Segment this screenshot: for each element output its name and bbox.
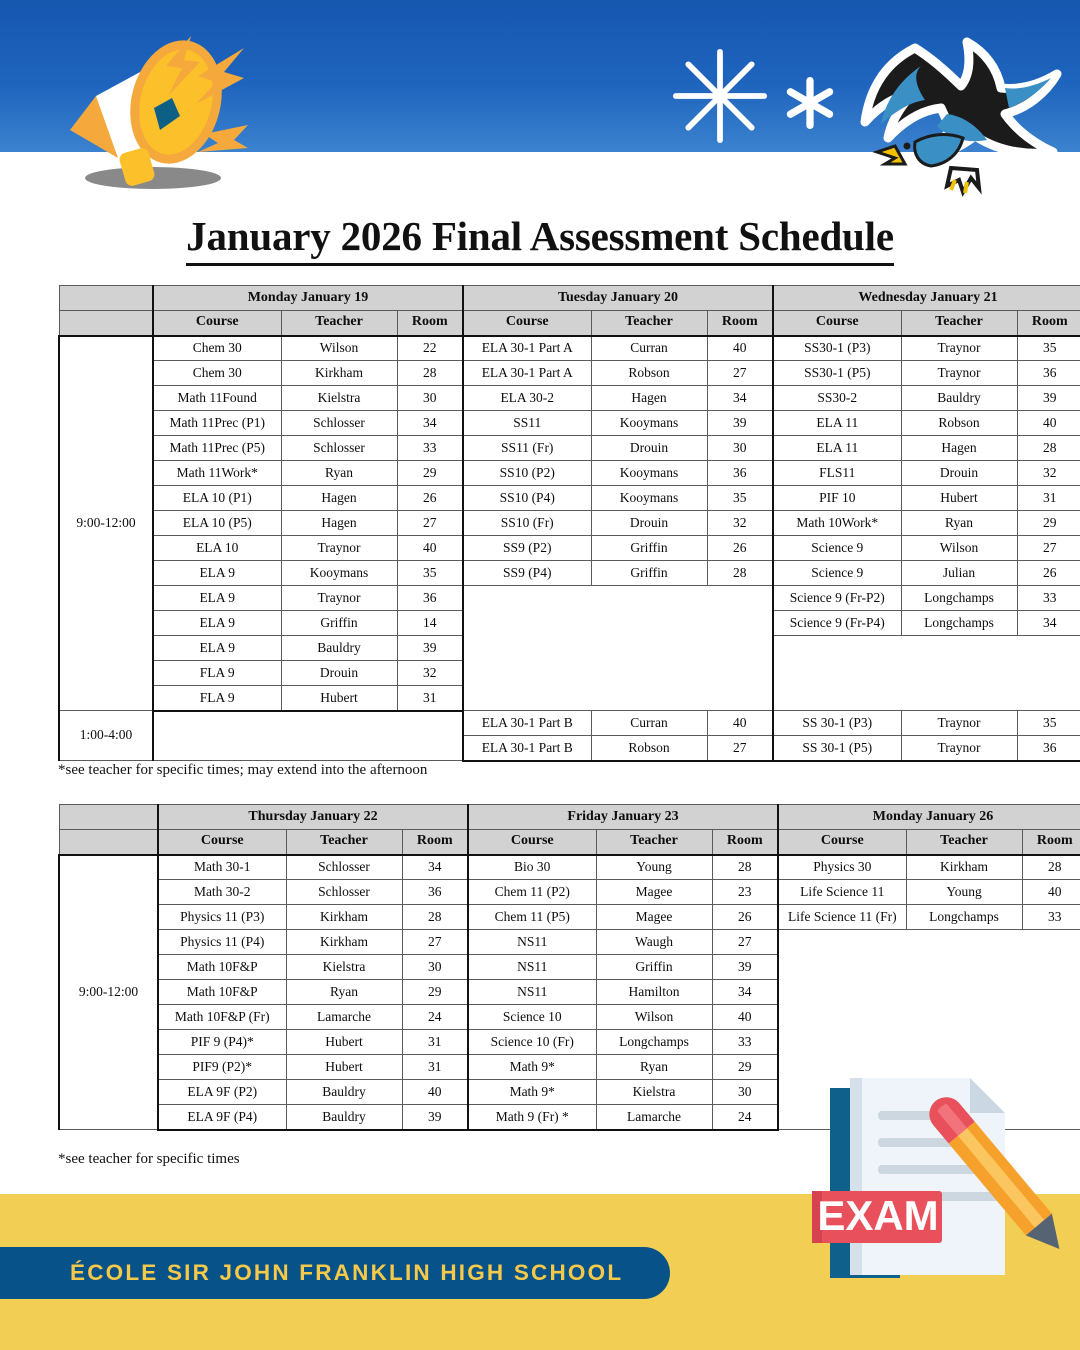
teacher-cell: Schlosser bbox=[286, 880, 402, 905]
course-cell: Math 10F&P (Fr) bbox=[158, 1005, 286, 1030]
room-cell: 33 bbox=[1017, 586, 1080, 611]
room-cell: 40 bbox=[707, 336, 773, 361]
course-cell: ELA 11 bbox=[773, 411, 901, 436]
teacher-cell: Lamarche bbox=[596, 1105, 712, 1130]
room-cell: 33 bbox=[712, 1030, 778, 1055]
course-cell: ELA 30-1 Part A bbox=[463, 361, 591, 386]
day-header-row bbox=[59, 286, 1080, 311]
room-cell: 34 bbox=[1017, 611, 1080, 636]
sparkle-icon bbox=[672, 48, 768, 144]
week1-schedule-table bbox=[58, 285, 1080, 762]
course-cell: ELA 30-1 Part B bbox=[463, 736, 591, 761]
course-cell: Math 11Found bbox=[153, 386, 281, 411]
course-cell: Math 10Work* bbox=[773, 511, 901, 536]
col-header-room: Room bbox=[1022, 830, 1080, 855]
course-cell: PIF 9 (P4)* bbox=[158, 1030, 286, 1055]
course-cell: SS 30-1 (P5) bbox=[773, 736, 901, 761]
room-cell: 22 bbox=[397, 336, 463, 361]
room-cell: 27 bbox=[397, 511, 463, 536]
time-slot-label: 9:00-12:00 bbox=[59, 336, 153, 711]
room-cell: 40 bbox=[712, 1005, 778, 1030]
week2-footnote: *see teacher for specific times bbox=[58, 1151, 240, 1167]
col-header-teacher: Teacher bbox=[286, 830, 402, 855]
teacher-cell: Young bbox=[906, 880, 1022, 905]
room-cell: 34 bbox=[402, 855, 468, 880]
day-header: Tuesday January 20 bbox=[463, 286, 773, 311]
room-cell: 32 bbox=[397, 661, 463, 686]
room-cell: 28 bbox=[712, 855, 778, 880]
col-header-course: Course bbox=[153, 311, 281, 336]
page-title bbox=[0, 212, 1080, 266]
teacher-cell: Drouin bbox=[901, 461, 1017, 486]
table-row bbox=[59, 711, 1080, 736]
room-cell: 40 bbox=[1017, 411, 1080, 436]
room-cell: 28 bbox=[402, 905, 468, 930]
teacher-cell: Ryan bbox=[901, 511, 1017, 536]
course-cell: ELA 9 bbox=[153, 586, 281, 611]
room-cell: 40 bbox=[397, 536, 463, 561]
room-cell: 28 bbox=[397, 361, 463, 386]
course-cell: ELA 10 (P5) bbox=[153, 511, 281, 536]
teacher-cell: Schlosser bbox=[281, 411, 397, 436]
col-header-course: Course bbox=[778, 830, 906, 855]
room-cell: 30 bbox=[402, 955, 468, 980]
table-row bbox=[59, 486, 1080, 511]
day-header-row bbox=[59, 805, 1080, 830]
room-cell: 27 bbox=[1017, 536, 1080, 561]
empty-cell bbox=[773, 636, 1080, 711]
course-cell: Math 11Prec (P5) bbox=[153, 436, 281, 461]
course-cell: ELA 9 bbox=[153, 611, 281, 636]
teacher-cell: Hagen bbox=[901, 436, 1017, 461]
col-header-teacher: Teacher bbox=[281, 311, 397, 336]
table-row bbox=[59, 930, 1080, 955]
teacher-cell: Drouin bbox=[591, 436, 707, 461]
col-header-course: Course bbox=[773, 311, 901, 336]
teacher-cell: Schlosser bbox=[281, 436, 397, 461]
course-cell: Math 10F&P bbox=[158, 980, 286, 1005]
room-cell: 30 bbox=[397, 386, 463, 411]
course-cell: Science 9 (Fr-P4) bbox=[773, 611, 901, 636]
teacher-cell: Longchamps bbox=[906, 905, 1022, 930]
course-cell: SS10 (P2) bbox=[463, 461, 591, 486]
day-header: Monday January 19 bbox=[153, 286, 463, 311]
teacher-cell: Julian bbox=[901, 561, 1017, 586]
course-cell: ELA 30-1 Part B bbox=[463, 711, 591, 736]
day-header: Friday January 23 bbox=[468, 805, 778, 830]
room-cell: 32 bbox=[1017, 461, 1080, 486]
col-header-course: Course bbox=[463, 311, 591, 336]
column-header-row bbox=[59, 830, 1080, 855]
empty-cell bbox=[463, 586, 773, 711]
room-cell: 30 bbox=[707, 436, 773, 461]
teacher-cell: Young bbox=[596, 855, 712, 880]
table-row bbox=[59, 905, 1080, 930]
table-row bbox=[59, 386, 1080, 411]
course-cell: SS9 (P4) bbox=[463, 561, 591, 586]
time-slot-label: 9:00-12:00 bbox=[59, 855, 158, 1130]
col-header-teacher: Teacher bbox=[906, 830, 1022, 855]
course-cell: Science 9 (Fr-P2) bbox=[773, 586, 901, 611]
teacher-cell: Kirkham bbox=[281, 361, 397, 386]
teacher-cell: Magee bbox=[596, 880, 712, 905]
room-cell: 29 bbox=[402, 980, 468, 1005]
teacher-cell: Wilson bbox=[281, 336, 397, 361]
course-cell: Math 9 (Fr) * bbox=[468, 1105, 596, 1130]
room-cell: 34 bbox=[707, 386, 773, 411]
room-cell: 27 bbox=[712, 930, 778, 955]
room-cell: 24 bbox=[712, 1105, 778, 1130]
course-cell: ELA 30-1 Part A bbox=[463, 336, 591, 361]
room-cell: 34 bbox=[397, 411, 463, 436]
room-cell: 32 bbox=[707, 511, 773, 536]
course-cell: SS11 (Fr) bbox=[463, 436, 591, 461]
course-cell: ELA 30-2 bbox=[463, 386, 591, 411]
room-cell: 30 bbox=[712, 1080, 778, 1105]
col-header-room: Room bbox=[707, 311, 773, 336]
teacher-cell: Traynor bbox=[901, 711, 1017, 736]
room-cell: 36 bbox=[1017, 361, 1080, 386]
room-cell: 24 bbox=[402, 1005, 468, 1030]
exam-label: EXAM bbox=[817, 1192, 939, 1239]
teacher-cell: Hagen bbox=[591, 386, 707, 411]
corner-cell bbox=[59, 286, 153, 311]
course-cell: ELA 9 bbox=[153, 561, 281, 586]
teacher-cell: Kirkham bbox=[906, 855, 1022, 880]
teacher-cell: Griffin bbox=[591, 561, 707, 586]
room-cell: 39 bbox=[397, 636, 463, 661]
teacher-cell: Hubert bbox=[286, 1030, 402, 1055]
course-cell: Science 10 bbox=[468, 1005, 596, 1030]
room-cell: 35 bbox=[1017, 336, 1080, 361]
course-cell: Chem 11 (P2) bbox=[468, 880, 596, 905]
course-cell: FLA 9 bbox=[153, 686, 281, 711]
teacher-cell: Drouin bbox=[281, 661, 397, 686]
course-cell: SS10 (Fr) bbox=[463, 511, 591, 536]
teacher-cell: Schlosser bbox=[286, 855, 402, 880]
day-header: Wednesday January 21 bbox=[773, 286, 1080, 311]
teacher-cell: Traynor bbox=[901, 736, 1017, 761]
course-cell: NS11 bbox=[468, 930, 596, 955]
room-cell: 26 bbox=[707, 536, 773, 561]
room-cell: 28 bbox=[1022, 855, 1080, 880]
room-cell: 36 bbox=[1017, 736, 1080, 761]
teacher-cell: Drouin bbox=[591, 511, 707, 536]
room-cell: 27 bbox=[707, 361, 773, 386]
page-title-text: January 2026 Final Assessment Schedule bbox=[186, 212, 894, 266]
course-cell: Science 9 bbox=[773, 561, 901, 586]
teacher-cell: Bauldry bbox=[901, 386, 1017, 411]
course-cell: Life Science 11 bbox=[778, 880, 906, 905]
room-cell: 40 bbox=[707, 711, 773, 736]
table-row bbox=[59, 880, 1080, 905]
teacher-cell: Bauldry bbox=[286, 1105, 402, 1130]
time-slot-label: 1:00-4:00 bbox=[59, 711, 153, 761]
room-cell: 39 bbox=[712, 955, 778, 980]
room-cell: 27 bbox=[707, 736, 773, 761]
course-cell: Physics 11 (P4) bbox=[158, 930, 286, 955]
course-cell: ELA 9 bbox=[153, 636, 281, 661]
room-cell: 26 bbox=[1017, 561, 1080, 586]
room-cell: 27 bbox=[402, 930, 468, 955]
teacher-cell: Kielstra bbox=[281, 386, 397, 411]
teacher-cell: Hubert bbox=[281, 686, 397, 711]
teacher-cell: Kirkham bbox=[286, 905, 402, 930]
room-cell: 31 bbox=[402, 1055, 468, 1080]
table-row bbox=[59, 361, 1080, 386]
exam-illustration bbox=[800, 1063, 1072, 1285]
teacher-cell: Longchamps bbox=[901, 586, 1017, 611]
teacher-cell: Griffin bbox=[281, 611, 397, 636]
table-row bbox=[59, 436, 1080, 461]
table-row bbox=[59, 511, 1080, 536]
course-cell: ELA 9F (P2) bbox=[158, 1080, 286, 1105]
teacher-cell: Hagen bbox=[281, 486, 397, 511]
teacher-cell: Hamilton bbox=[596, 980, 712, 1005]
teacher-cell: Wilson bbox=[901, 536, 1017, 561]
room-cell: 40 bbox=[1022, 880, 1080, 905]
course-cell: Math 30-1 bbox=[158, 855, 286, 880]
table-row bbox=[59, 536, 1080, 561]
room-cell: 39 bbox=[1017, 386, 1080, 411]
course-cell: SS11 bbox=[463, 411, 591, 436]
teacher-cell: Traynor bbox=[901, 361, 1017, 386]
teacher-cell: Bauldry bbox=[281, 636, 397, 661]
teacher-cell: Kirkham bbox=[286, 930, 402, 955]
col-header-teacher: Teacher bbox=[901, 311, 1017, 336]
teacher-cell: Ryan bbox=[596, 1055, 712, 1080]
room-cell: 39 bbox=[707, 411, 773, 436]
room-cell: 31 bbox=[1017, 486, 1080, 511]
course-cell: Life Science 11 (Fr) bbox=[778, 905, 906, 930]
room-cell: 23 bbox=[712, 880, 778, 905]
course-cell: Science 9 bbox=[773, 536, 901, 561]
course-cell: Math 11Work* bbox=[153, 461, 281, 486]
room-cell: 26 bbox=[712, 905, 778, 930]
empty-cell bbox=[153, 711, 463, 761]
teacher-cell: Longchamps bbox=[596, 1030, 712, 1055]
room-cell: 33 bbox=[1022, 905, 1080, 930]
table-row bbox=[59, 336, 1080, 361]
day-header: Monday January 26 bbox=[778, 805, 1080, 830]
room-cell: 31 bbox=[397, 686, 463, 711]
table-row bbox=[59, 855, 1080, 880]
room-cell: 26 bbox=[397, 486, 463, 511]
course-cell: SS30-1 (P3) bbox=[773, 336, 901, 361]
teacher-cell: Kooymans bbox=[591, 411, 707, 436]
teacher-cell: Kielstra bbox=[286, 955, 402, 980]
course-cell: FLS11 bbox=[773, 461, 901, 486]
teacher-cell: Wilson bbox=[596, 1005, 712, 1030]
teacher-cell: Longchamps bbox=[901, 611, 1017, 636]
room-cell: 36 bbox=[402, 880, 468, 905]
col-header-course: Course bbox=[158, 830, 286, 855]
room-cell: 29 bbox=[712, 1055, 778, 1080]
course-cell: ELA 11 bbox=[773, 436, 901, 461]
teacher-cell: Traynor bbox=[281, 536, 397, 561]
course-cell: Physics 30 bbox=[778, 855, 906, 880]
room-cell: 36 bbox=[397, 586, 463, 611]
course-cell: Math 30-2 bbox=[158, 880, 286, 905]
course-cell: FLA 9 bbox=[153, 661, 281, 686]
day-header: Thursday January 22 bbox=[158, 805, 468, 830]
room-cell: 35 bbox=[1017, 711, 1080, 736]
column-header-row bbox=[59, 311, 1080, 336]
col-header-room: Room bbox=[712, 830, 778, 855]
col-header-room: Room bbox=[402, 830, 468, 855]
course-cell: Math 9* bbox=[468, 1055, 596, 1080]
course-cell: Bio 30 bbox=[468, 855, 596, 880]
teacher-cell: Waugh bbox=[596, 930, 712, 955]
table-row bbox=[59, 561, 1080, 586]
course-cell: PIF9 (P2)* bbox=[158, 1055, 286, 1080]
teacher-cell: Hubert bbox=[901, 486, 1017, 511]
room-cell: 14 bbox=[397, 611, 463, 636]
course-cell: NS11 bbox=[468, 980, 596, 1005]
course-cell: ELA 10 (P1) bbox=[153, 486, 281, 511]
room-cell: 33 bbox=[397, 436, 463, 461]
teacher-cell: Hagen bbox=[281, 511, 397, 536]
room-cell: 40 bbox=[402, 1080, 468, 1105]
teacher-cell: Lamarche bbox=[286, 1005, 402, 1030]
week1-footnote: *see teacher for specific times; may extend into the afternoon bbox=[58, 762, 428, 778]
teacher-cell: Robson bbox=[591, 361, 707, 386]
room-cell: 35 bbox=[707, 486, 773, 511]
course-cell: SS 30-1 (P3) bbox=[773, 711, 901, 736]
col-header-room: Room bbox=[397, 311, 463, 336]
course-cell: ELA 10 bbox=[153, 536, 281, 561]
corner-cell bbox=[59, 311, 153, 336]
room-cell: 39 bbox=[402, 1105, 468, 1130]
teacher-cell: Ryan bbox=[281, 461, 397, 486]
megaphone-icon bbox=[48, 18, 318, 198]
teacher-cell: Kooymans bbox=[591, 486, 707, 511]
col-header-teacher: Teacher bbox=[591, 311, 707, 336]
course-cell: NS11 bbox=[468, 955, 596, 980]
teacher-cell: Kooymans bbox=[591, 461, 707, 486]
teacher-cell: Robson bbox=[901, 411, 1017, 436]
room-cell: 34 bbox=[712, 980, 778, 1005]
course-cell: Chem 11 (P5) bbox=[468, 905, 596, 930]
table-row bbox=[59, 586, 1080, 611]
teacher-cell: Hubert bbox=[286, 1055, 402, 1080]
course-cell: Physics 11 (P3) bbox=[158, 905, 286, 930]
course-cell: Science 10 (Fr) bbox=[468, 1030, 596, 1055]
room-cell: 29 bbox=[1017, 511, 1080, 536]
course-cell: SS30-2 bbox=[773, 386, 901, 411]
teacher-cell: Magee bbox=[596, 905, 712, 930]
course-cell: Chem 30 bbox=[153, 361, 281, 386]
course-cell: Chem 30 bbox=[153, 336, 281, 361]
teacher-cell: Traynor bbox=[901, 336, 1017, 361]
room-cell: 36 bbox=[707, 461, 773, 486]
table-row bbox=[59, 411, 1080, 436]
school-name: ÉCOLE SIR JOHN FRANKLIN HIGH SCHOOL bbox=[70, 1260, 624, 1285]
teacher-cell: Curran bbox=[591, 711, 707, 736]
teacher-cell: Ryan bbox=[286, 980, 402, 1005]
room-cell: 28 bbox=[707, 561, 773, 586]
teacher-cell: Griffin bbox=[596, 955, 712, 980]
room-cell: 35 bbox=[397, 561, 463, 586]
room-cell: 29 bbox=[397, 461, 463, 486]
sparkle-icon-small bbox=[782, 75, 838, 131]
teacher-cell: Kielstra bbox=[596, 1080, 712, 1105]
table-row bbox=[59, 461, 1080, 486]
course-cell: SS9 (P2) bbox=[463, 536, 591, 561]
corner-cell bbox=[59, 830, 158, 855]
course-cell: SS30-1 (P5) bbox=[773, 361, 901, 386]
course-cell: Math 11Prec (P1) bbox=[153, 411, 281, 436]
eagle-mascot-logo bbox=[855, 30, 1065, 205]
col-header-room: Room bbox=[1017, 311, 1080, 336]
col-header-course: Course bbox=[468, 830, 596, 855]
teacher-cell: Traynor bbox=[281, 586, 397, 611]
room-cell: 31 bbox=[402, 1030, 468, 1055]
corner-cell bbox=[59, 805, 158, 830]
teacher-cell: Robson bbox=[591, 736, 707, 761]
teacher-cell: Bauldry bbox=[286, 1080, 402, 1105]
course-cell: ELA 9F (P4) bbox=[158, 1105, 286, 1130]
course-cell: Math 10F&P bbox=[158, 955, 286, 980]
teacher-cell: Kooymans bbox=[281, 561, 397, 586]
course-cell: PIF 10 bbox=[773, 486, 901, 511]
course-cell: SS10 (P4) bbox=[463, 486, 591, 511]
teacher-cell: Griffin bbox=[591, 536, 707, 561]
teacher-cell: Curran bbox=[591, 336, 707, 361]
course-cell: Math 9* bbox=[468, 1080, 596, 1105]
col-header-teacher: Teacher bbox=[596, 830, 712, 855]
room-cell: 28 bbox=[1017, 436, 1080, 461]
